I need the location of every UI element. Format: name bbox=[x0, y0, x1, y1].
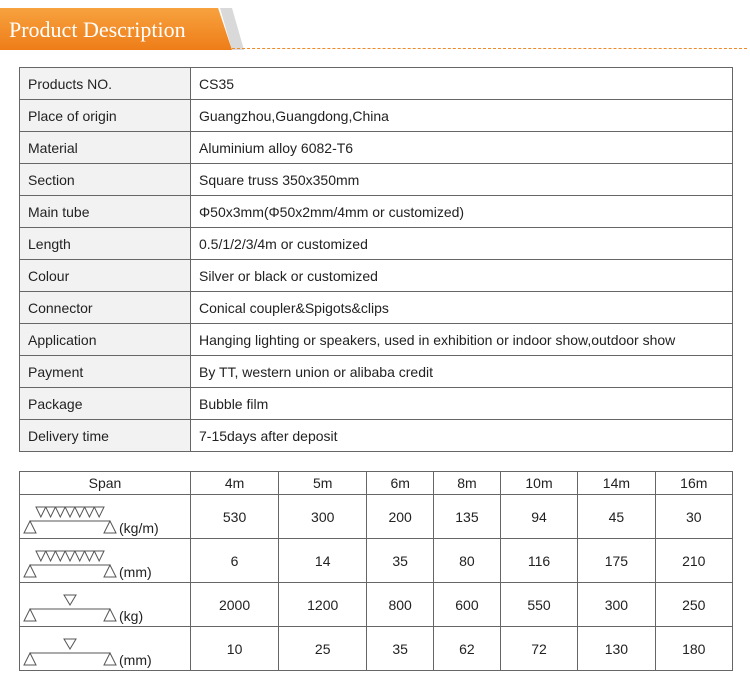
load-value-cell: 14 bbox=[279, 539, 367, 583]
spec-value: By TT, western union or alibaba credit bbox=[191, 356, 733, 388]
span-header-cell: 10m bbox=[500, 472, 577, 495]
span-header-cell: 8m bbox=[434, 472, 501, 495]
load-value-cell: 30 bbox=[655, 495, 732, 539]
spec-value: CS35 bbox=[191, 68, 733, 100]
span-header-cell: 14m bbox=[578, 472, 655, 495]
spec-table bbox=[19, 67, 733, 452]
load-icon-cell bbox=[20, 583, 191, 627]
spec-key: Main tube bbox=[20, 196, 191, 228]
spec-key: Products NO. bbox=[20, 68, 191, 100]
load-unit-label: (mm) bbox=[119, 652, 152, 668]
spec-row bbox=[20, 100, 733, 132]
spec-key: Payment bbox=[20, 356, 191, 388]
load-value-cell: 80 bbox=[434, 539, 501, 583]
span-header-row bbox=[20, 472, 733, 495]
spec-value: Silver or black or customized bbox=[191, 260, 733, 292]
spec-row bbox=[20, 68, 733, 100]
load-value-cell: 175 bbox=[578, 539, 655, 583]
spec-row bbox=[20, 228, 733, 260]
spec-value: Conical coupler&Spigots&clips bbox=[191, 292, 733, 324]
load-row bbox=[20, 583, 733, 627]
load-value-cell: 1200 bbox=[279, 583, 367, 627]
spec-row bbox=[20, 388, 733, 420]
spec-row bbox=[20, 196, 733, 228]
load-value-cell: 210 bbox=[655, 539, 732, 583]
spec-key: Section bbox=[20, 164, 191, 196]
load-value-cell: 300 bbox=[578, 583, 655, 627]
load-value-cell: 530 bbox=[191, 495, 279, 539]
load-value-cell: 250 bbox=[655, 583, 732, 627]
load-value-cell: 6 bbox=[191, 539, 279, 583]
point-load-beam-icon bbox=[20, 583, 120, 627]
load-value-cell: 200 bbox=[367, 495, 434, 539]
load-icon-cell bbox=[20, 495, 191, 539]
load-row bbox=[20, 539, 733, 583]
load-value-cell: 94 bbox=[500, 495, 577, 539]
load-value-cell: 800 bbox=[367, 583, 434, 627]
spec-value: 7-15days after deposit bbox=[191, 420, 733, 452]
spec-row bbox=[20, 324, 733, 356]
load-value-cell: 130 bbox=[578, 627, 655, 671]
load-value-cell: 135 bbox=[434, 495, 501, 539]
spec-row bbox=[20, 132, 733, 164]
span-header-cell: 4m bbox=[191, 472, 279, 495]
section-title: Product Description bbox=[9, 17, 186, 42]
load-value-cell: 62 bbox=[434, 627, 501, 671]
spec-key: Length bbox=[20, 228, 191, 260]
load-value-cell: 116 bbox=[500, 539, 577, 583]
spec-row bbox=[20, 292, 733, 324]
spec-value: Aluminium alloy 6082-T6 bbox=[191, 132, 733, 164]
load-value-cell: 45 bbox=[578, 495, 655, 539]
spec-value: Bubble film bbox=[191, 388, 733, 420]
span-header-cell: 5m bbox=[279, 472, 367, 495]
distributed-load-beam-icon bbox=[20, 495, 120, 539]
load-icon-cell bbox=[20, 627, 191, 671]
load-value-cell: 180 bbox=[655, 627, 732, 671]
spec-value: Φ50x3mm(Φ50x2mm/4mm or customized) bbox=[191, 196, 733, 228]
span-header-cell: 16m bbox=[655, 472, 732, 495]
spec-key: Delivery time bbox=[20, 420, 191, 452]
load-unit-label: (mm) bbox=[119, 564, 152, 580]
load-unit-label: (kg/m) bbox=[119, 520, 159, 536]
load-value-cell: 35 bbox=[367, 627, 434, 671]
spec-key: Package bbox=[20, 388, 191, 420]
distributed-load-beam-icon bbox=[20, 539, 120, 583]
header-dashed-line bbox=[232, 48, 747, 49]
spec-value: Hanging lighting or speakers, used in exhibition or indoor show,outdoor show bbox=[191, 324, 733, 356]
section-header bbox=[0, 0, 750, 56]
load-value-cell: 10 bbox=[191, 627, 279, 671]
spec-key: Place of origin bbox=[20, 100, 191, 132]
load-value-cell: 2000 bbox=[191, 583, 279, 627]
spec-row bbox=[20, 164, 733, 196]
spec-value: Square truss 350x350mm bbox=[191, 164, 733, 196]
spec-key: Material bbox=[20, 132, 191, 164]
spec-key: Application bbox=[20, 324, 191, 356]
load-value-cell: 35 bbox=[367, 539, 434, 583]
load-value-cell: 25 bbox=[279, 627, 367, 671]
spec-row bbox=[20, 356, 733, 388]
load-icon-cell bbox=[20, 539, 191, 583]
span-label: Span bbox=[20, 472, 191, 495]
spec-value: 0.5/1/2/3/4m or customized bbox=[191, 228, 733, 260]
load-unit-label: (kg) bbox=[119, 608, 144, 624]
point-load-beam-icon bbox=[20, 627, 120, 671]
load-value-cell: 72 bbox=[500, 627, 577, 671]
load-value-cell: 600 bbox=[434, 583, 501, 627]
spec-key: Connector bbox=[20, 292, 191, 324]
spec-value: Guangzhou,Guangdong,China bbox=[191, 100, 733, 132]
load-value-cell: 300 bbox=[279, 495, 367, 539]
spec-row bbox=[20, 260, 733, 292]
spec-key: Colour bbox=[20, 260, 191, 292]
load-row bbox=[20, 627, 733, 671]
load-span-table bbox=[19, 471, 733, 671]
load-row bbox=[20, 495, 733, 539]
span-header-cell: 6m bbox=[367, 472, 434, 495]
spec-row bbox=[20, 420, 733, 452]
load-value-cell: 550 bbox=[500, 583, 577, 627]
